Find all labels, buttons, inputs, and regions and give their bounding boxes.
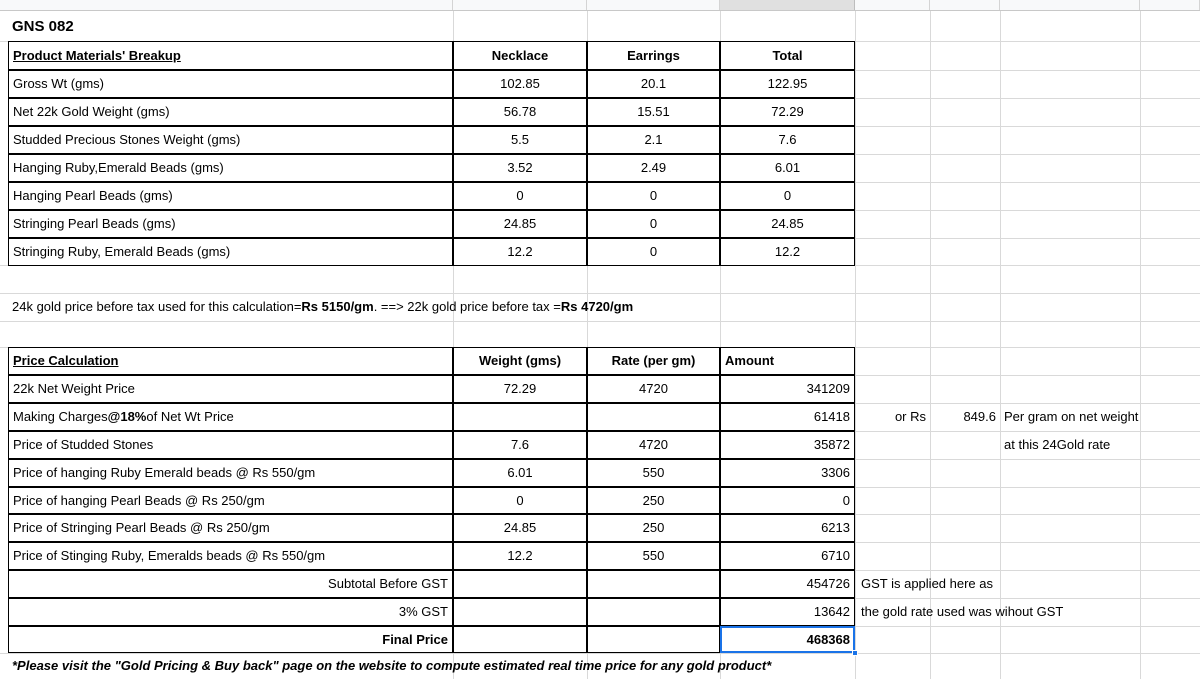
subtotal-label-text: Subtotal Before GST: [328, 576, 448, 592]
materials-header-necklace: [453, 41, 587, 70]
column-header-e[interactable]: [855, 0, 930, 10]
table-row[interactable]: [8, 542, 453, 570]
price-row-label: Price of Studded Stones: [13, 437, 154, 453]
gridline-horizontal: [855, 375, 1200, 376]
table-row[interactable]: [8, 182, 453, 210]
materials-row-label: Hanging Pearl Beads (gms): [13, 188, 173, 204]
price-cell-weight[interactable]: [453, 403, 587, 431]
table-cell-necklace[interactable]: [453, 70, 587, 98]
table-cell-total[interactable]: [720, 126, 855, 154]
materials-cell-value: 6.01: [774, 160, 801, 176]
table-row[interactable]: [8, 403, 453, 431]
price-cell-value: 550: [642, 465, 665, 481]
price-cell-amount[interactable]: [720, 375, 855, 403]
price-cell-value: 454726: [806, 576, 850, 592]
materials-row-label: Studded Precious Stones Weight (gms): [13, 132, 241, 148]
materials-row-label: Gross Wt (gms): [13, 76, 104, 92]
table-row[interactable]: [8, 98, 453, 126]
final-price-cell-rate[interactable]: [587, 626, 720, 653]
price-cell-weight[interactable]: [453, 375, 587, 403]
price-header-rate: [587, 347, 720, 375]
price-cell-value: 61418: [813, 409, 850, 425]
or-rs-value[interactable]: [930, 403, 1000, 431]
price-header-amount-text: Amount: [725, 353, 775, 369]
gridline-horizontal: [855, 514, 1200, 515]
price-cell-value: 550: [642, 548, 665, 564]
price-cell-value: 35872: [813, 437, 850, 453]
subtotal-row-label[interactable]: [8, 570, 453, 598]
or-rs-label-text: or Rs: [894, 409, 926, 425]
table-row[interactable]: [8, 459, 453, 487]
price-cell-value: 4720: [639, 437, 668, 453]
gridline-horizontal: [0, 321, 1200, 322]
table-cell-earrings[interactable]: [587, 98, 720, 126]
price-cell-rate[interactable]: [587, 375, 720, 403]
gst-row-label[interactable]: [8, 598, 453, 626]
table-cell-total[interactable]: [720, 154, 855, 182]
gold-price-22k-value: Rs 4720/gm: [560, 299, 634, 315]
table-row[interactable]: [8, 238, 453, 266]
price-cell-value: 341209: [806, 381, 850, 397]
price-row-label: Price of hanging Ruby Emerald beads @ Rs 550/gm: [13, 465, 316, 481]
gst-note-line2: [857, 598, 1157, 626]
price-cell-value: 250: [642, 520, 665, 536]
price-cell-value: 6213: [821, 520, 850, 536]
price-cell-rate[interactable]: [587, 542, 720, 570]
table-row[interactable]: [8, 126, 453, 154]
table-cell-necklace[interactable]: [453, 154, 587, 182]
price-cell-value: 6.01: [507, 465, 533, 481]
gst-label-text: 3% GST: [398, 604, 448, 620]
per-gram-note-line1-text: Per gram on net weight: [1004, 409, 1139, 425]
price-row-label: Price of Stinging Ruby, Emeralds beads @ Rs 550/gm: [13, 548, 326, 564]
gridline-horizontal: [855, 70, 1200, 71]
table-cell-earrings[interactable]: [587, 126, 720, 154]
price-header-weight: [453, 347, 587, 375]
materials-cell-value: 102.85: [500, 76, 540, 92]
gold-price-note-part1: 24k gold price before tax used for this calculation=: [12, 299, 302, 315]
price-cell-value: 6710: [821, 548, 850, 564]
column-header-h[interactable]: [1140, 0, 1200, 10]
gst-cell-rate[interactable]: [587, 598, 720, 626]
column-header-f[interactable]: [930, 0, 1000, 10]
gridline-horizontal: [855, 626, 1200, 627]
price-cell-amount[interactable]: [720, 487, 855, 514]
gold-price-note[interactable]: [8, 293, 908, 321]
column-header-a[interactable]: [0, 0, 453, 10]
table-row[interactable]: [8, 154, 453, 182]
gold-price-note-part2: . ==> 22k gold price before tax =: [373, 299, 561, 315]
materials-cell-value: 0: [649, 244, 658, 260]
table-cell-necklace[interactable]: [453, 126, 587, 154]
final-price-label-text: Final Price: [382, 631, 448, 647]
gst-cell-weight[interactable]: [453, 598, 587, 626]
table-cell-earrings[interactable]: [587, 210, 720, 238]
price-cell-value: 3306: [821, 465, 850, 481]
price-header-weight-text: Weight (gms): [478, 353, 562, 369]
gold-price-24k-value: Rs 5150/gm: [301, 299, 374, 315]
table-row[interactable]: [8, 70, 453, 98]
price-cell-value: 0: [516, 492, 524, 508]
column-header-strip: [0, 0, 1200, 11]
gridline-horizontal: [855, 459, 1200, 460]
materials-cell-value: 0: [783, 188, 792, 204]
price-cell-rate[interactable]: [587, 514, 720, 542]
subtotal-cell-rate[interactable]: [587, 570, 720, 598]
price-cell-amount[interactable]: [720, 514, 855, 542]
table-row[interactable]: [8, 210, 453, 238]
materials-header-earrings-text: Earrings: [627, 47, 680, 63]
materials-cell-value: 24.85: [503, 216, 537, 232]
gridline-horizontal: [855, 182, 1200, 183]
materials-cell-value: 0: [649, 216, 658, 232]
price-cell-value: 12.2: [507, 548, 533, 564]
materials-cell-value: 12.2: [507, 244, 533, 260]
table-row[interactable]: [8, 375, 453, 403]
materials-header-label-text: Product Materials' Breakup: [13, 47, 181, 63]
table-cell-total[interactable]: [720, 238, 855, 266]
table-cell-total[interactable]: [720, 210, 855, 238]
price-cell-rate[interactable]: [587, 459, 720, 487]
price-row-label-tail: of Net Wt Price: [146, 409, 234, 425]
price-cell-value: 4720: [639, 381, 668, 397]
price-row-label: 22k Net Weight Price: [13, 381, 135, 397]
price-cell-weight[interactable]: [453, 487, 587, 514]
table-cell-necklace[interactable]: [453, 238, 587, 266]
final-price-value: 468368: [806, 631, 850, 647]
materials-cell-value: 12.2: [774, 244, 801, 260]
footnote-text: *Please visit the "Gold Pricing & Buy back" page on the website to compute estimated real time price for any gold product*: [12, 658, 772, 674]
price-row-label: Making Charges: [13, 409, 108, 425]
materials-row-label: Hanging Ruby,Emerald Beads (gms): [13, 160, 224, 176]
final-price-cell-weight[interactable]: [453, 626, 587, 653]
price-header-label: [8, 347, 453, 375]
materials-cell-value: 2.49: [640, 160, 667, 176]
materials-header-label: [8, 41, 453, 70]
price-cell-value: 0: [842, 492, 850, 508]
gridline-vertical: [1140, 11, 1141, 679]
table-row[interactable]: [8, 487, 453, 514]
gridline-horizontal: [855, 210, 1200, 211]
materials-header-earrings: [587, 41, 720, 70]
making-charges-percent: @18%: [107, 409, 147, 425]
column-header-d-selected[interactable]: [720, 0, 855, 10]
price-cell-rate[interactable]: [587, 403, 720, 431]
table-cell-total[interactable]: [720, 98, 855, 126]
materials-cell-value: 0: [516, 188, 524, 204]
gst-cell-amount[interactable]: [720, 598, 855, 626]
price-cell-weight[interactable]: [453, 431, 587, 459]
table-cell-earrings[interactable]: [587, 238, 720, 266]
materials-header-total: [720, 41, 855, 70]
page-title: [8, 13, 448, 41]
table-row[interactable]: [8, 431, 453, 459]
price-cell-weight[interactable]: [453, 459, 587, 487]
or-rs-value-text: 849.6: [963, 409, 996, 425]
table-cell-total[interactable]: [720, 70, 855, 98]
materials-row-label: Stringing Ruby, Emerald Beads (gms): [13, 244, 231, 260]
table-cell-necklace[interactable]: [453, 182, 587, 210]
price-row-label: Price of Stringing Pearl Beads @ Rs 250/gm: [13, 520, 270, 536]
price-cell-weight[interactable]: [453, 514, 587, 542]
price-header-rate-text: Rate (per gm): [611, 353, 696, 369]
gridline-horizontal: [855, 487, 1200, 488]
per-gram-note-line2-text: at this 24Gold rate: [1004, 437, 1111, 453]
or-rs-label: [855, 403, 930, 431]
price-cell-amount[interactable]: [720, 431, 855, 459]
final-price-row-label[interactable]: [8, 626, 453, 653]
price-header-amount: [720, 347, 855, 375]
price-cell-weight[interactable]: [453, 542, 587, 570]
materials-cell-value: 2.1: [644, 132, 663, 148]
subtotal-cell-amount[interactable]: [720, 570, 855, 598]
gridline-horizontal: [855, 542, 1200, 543]
table-cell-earrings[interactable]: [587, 182, 720, 210]
price-cell-rate[interactable]: [587, 487, 720, 514]
materials-header-total-text: Total: [772, 47, 803, 63]
materials-cell-value: 56.78: [503, 104, 537, 120]
materials-cell-value: 24.85: [771, 216, 804, 232]
materials-cell-value: 72.29: [771, 104, 804, 120]
price-cell-value: 7.6: [510, 437, 530, 453]
price-cell-value: 24.85: [503, 520, 537, 536]
materials-cell-value: 3.52: [507, 160, 533, 176]
table-cell-earrings[interactable]: [587, 154, 720, 182]
gst-note-line1-text: GST is applied here as: [861, 576, 993, 592]
materials-cell-value: 0: [649, 188, 658, 204]
column-header-g[interactable]: [1000, 0, 1140, 10]
price-cell-rate[interactable]: [587, 431, 720, 459]
per-gram-note-line1: [1000, 403, 1200, 431]
page-title-text: GNS 082: [12, 18, 74, 36]
price-header-label-text: Price Calculation: [13, 353, 119, 369]
gst-note-line1: [857, 570, 1137, 598]
gridline-horizontal: [855, 126, 1200, 127]
materials-row-label: Stringing Pearl Beads (gms): [13, 216, 176, 232]
materials-cell-value: 20.1: [640, 76, 667, 92]
materials-row-label: Net 22k Gold Weight (gms): [13, 104, 170, 120]
table-cell-necklace[interactable]: [453, 98, 587, 126]
footnote: [8, 653, 1198, 679]
price-cell-amount[interactable]: [720, 542, 855, 570]
table-cell-necklace[interactable]: [453, 210, 587, 238]
price-cell-amount[interactable]: [720, 459, 855, 487]
final-price-cell-amount[interactable]: [720, 626, 855, 653]
price-cell-value: 13642: [813, 604, 850, 620]
materials-cell-value: 15.51: [637, 104, 670, 120]
gridline-vertical: [855, 11, 856, 679]
materials-cell-value: 7.6: [778, 132, 797, 148]
column-header-b[interactable]: [453, 0, 587, 10]
table-cell-total[interactable]: [720, 182, 855, 210]
materials-header-necklace-text: Necklace: [491, 47, 549, 63]
price-row-label: Price of hanging Pearl Beads @ Rs 250/gm: [13, 492, 265, 508]
price-cell-value: 72.29: [503, 381, 537, 397]
gridline-horizontal: [855, 238, 1200, 239]
price-cell-value: 250: [642, 492, 665, 508]
subtotal-cell-weight[interactable]: [453, 570, 587, 598]
column-header-c[interactable]: [587, 0, 720, 10]
materials-cell-value: 5.5: [510, 132, 530, 148]
table-cell-earrings[interactable]: [587, 70, 720, 98]
per-gram-note-line2: [1000, 431, 1200, 459]
table-row[interactable]: [8, 514, 453, 542]
materials-cell-value: 122.95: [767, 76, 808, 92]
gst-note-line2-text: the gold rate used was wihout GST: [861, 604, 1064, 620]
gridline-horizontal: [855, 98, 1200, 99]
gridline-horizontal: [855, 154, 1200, 155]
price-cell-amount[interactable]: [720, 403, 855, 431]
